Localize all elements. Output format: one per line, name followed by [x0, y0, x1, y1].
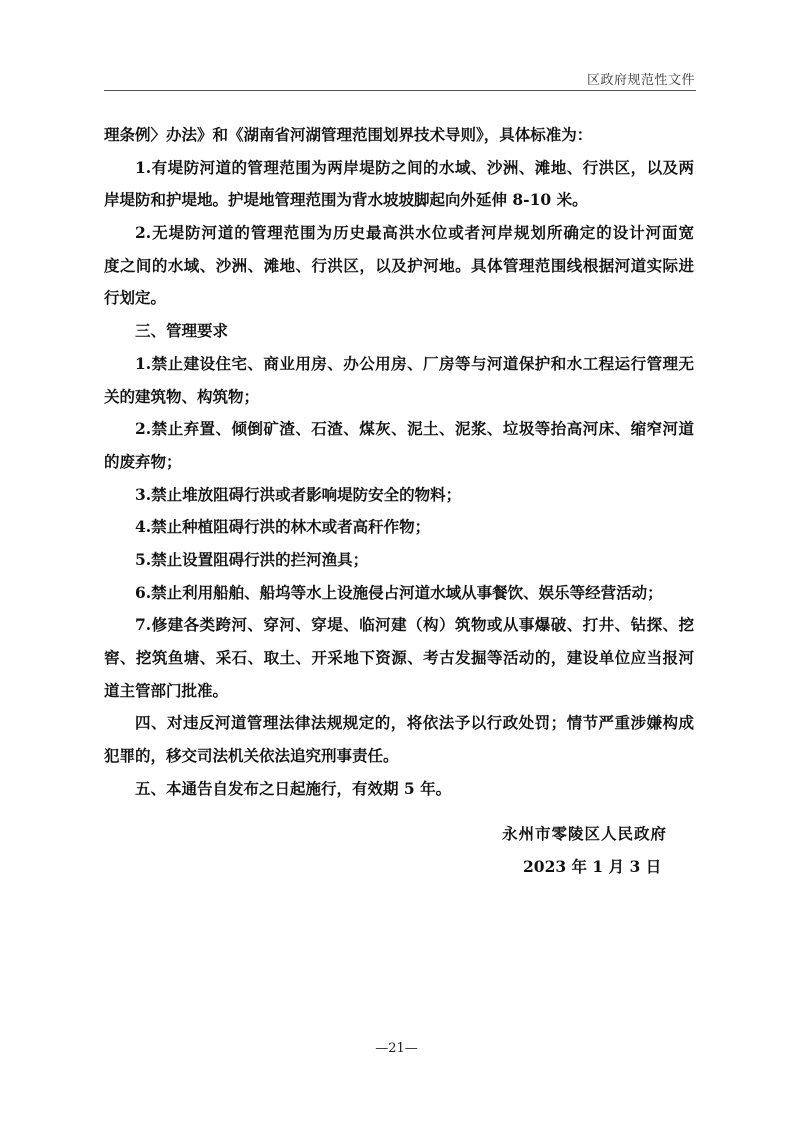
- paragraph-line: 1.有堤防河道的管理范围为两岸堤防之间的水域、沙洲、滩地、行洪区，以及两: [135, 157, 694, 177]
- issue-date: 2023 年 1 月 3 日: [523, 857, 662, 876]
- paragraph-line: 3.禁止堆放阻碍行洪或者影响堤防安全的物料；: [135, 484, 462, 504]
- paragraph-line: 关的建筑物、构筑物；: [104, 386, 260, 406]
- paragraph-line: 1.禁止建设住宅、商业用房、办公用房、厂房等与河道保护和水工程运行管理无: [135, 353, 694, 373]
- section-heading: 三、管理要求: [135, 321, 229, 341]
- paragraph-line: 岸堤防和护堤地。护堤地管理范围为背水坡坡脚起向外延伸 8-10 米。: [104, 190, 588, 210]
- paragraph-line: 行划定。: [104, 288, 167, 308]
- paragraph-line: 的废弃物；: [104, 451, 182, 471]
- paragraph-line: 道主管部门批准。: [104, 680, 229, 700]
- paragraph-line: 2.无堤防河道的管理范围为历史最高洪水位或者河岸规划所确定的设计河面宽: [135, 223, 694, 243]
- paragraph-line: 7.修建各类跨河、穿河、穿堤、临河建（构）筑物或从事爆破、打井、钻探、挖: [135, 615, 694, 635]
- paragraph-line: 五、本通告自发布之日起施行，有效期 5 年。: [135, 778, 452, 798]
- document-category-label: 区政府规范性文件: [586, 73, 695, 88]
- paragraph-line: 4.禁止种植阻碍行洪的林木或者高秆作物；: [135, 517, 431, 537]
- header-divider: [104, 90, 696, 91]
- paragraph-line: 四、对违反河道管理法律法规规定的，将依法予以行政处罚；情节严重涉嫌构成: [135, 713, 694, 733]
- paragraph-line: 5.禁止设置阻碍行洪的拦河渔具；: [135, 549, 369, 569]
- issuing-authority: 永州市零陵区人民政府: [502, 824, 668, 843]
- document-body: [104, 119, 694, 805]
- paragraph-line: 2.禁止弃置、倾倒矿渣、石渣、煤灰、泥土、泥浆、垃圾等抬高河床、缩窄河道: [135, 419, 694, 439]
- paragraph-line: 理条例〉办法》和《湖南省河湖管理范围划界技术导则》，具体标准为：: [104, 125, 593, 144]
- paragraph-line: 窖、挖筑鱼塘、采石、取土、开采地下资源、考古发掘等活动的，建设单位应当报河: [104, 648, 694, 667]
- paragraph-line: 6.禁止利用船舶、船坞等水上设施侵占河道水域从事餐饮、娱乐等经营活动；: [135, 582, 663, 602]
- page-number: —21—: [375, 1041, 418, 1056]
- paragraph-line: 度之间的水域、沙洲、滩地、行洪区，以及护河地。具体管理范围线根据河道实际进: [104, 255, 694, 275]
- paragraph-line: 犯罪的，移交司法机关依法追究刑事责任。: [104, 746, 399, 766]
